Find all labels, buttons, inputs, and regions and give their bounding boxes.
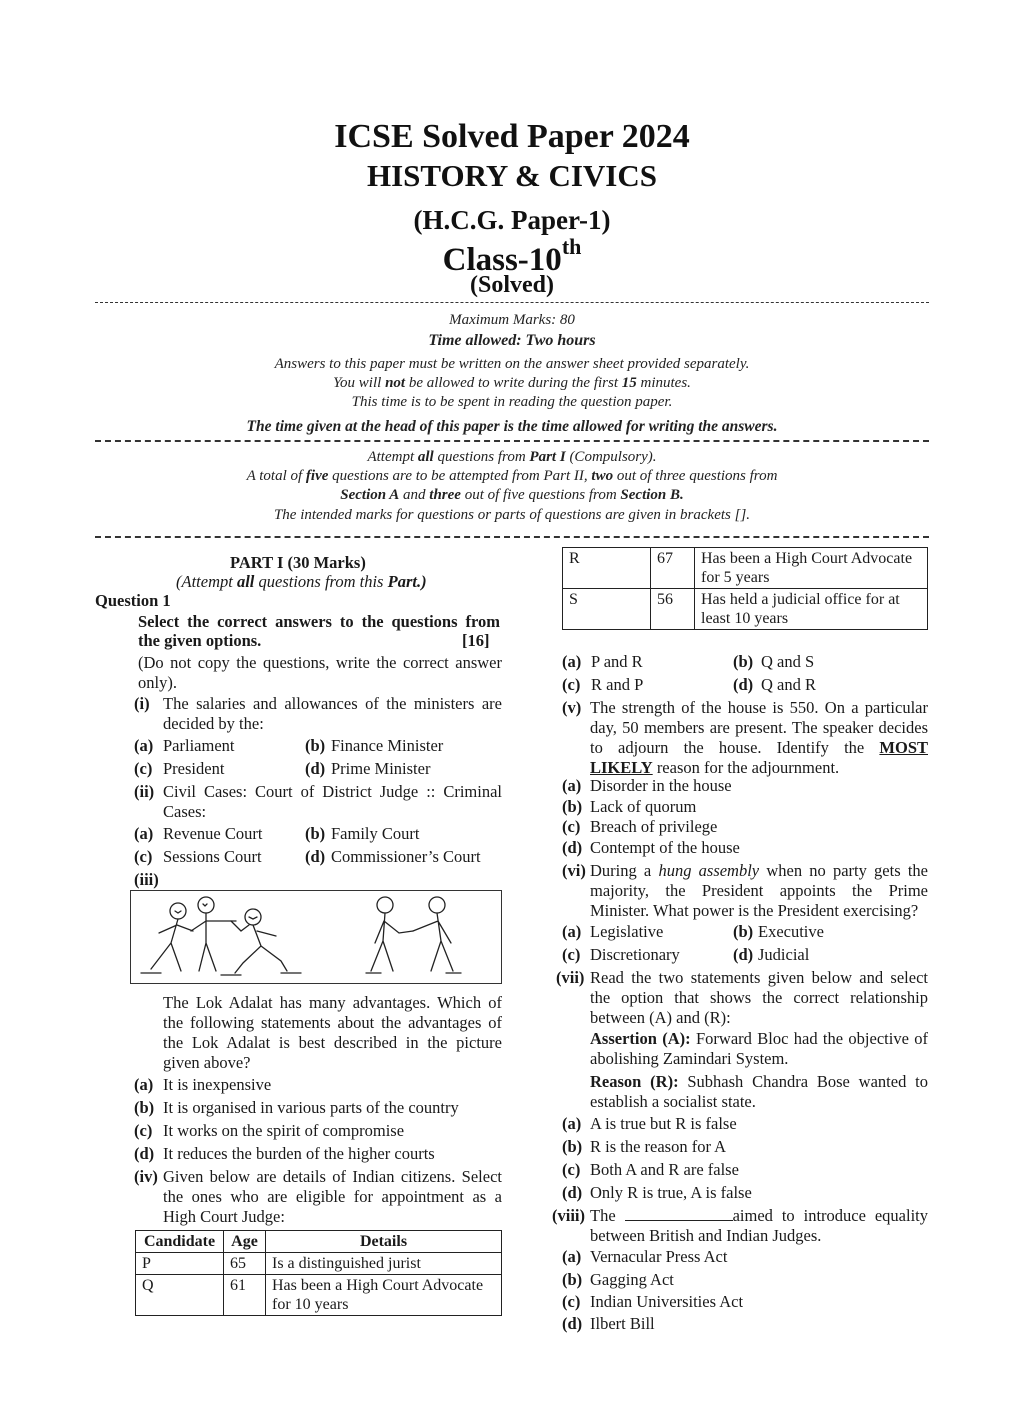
option-label: (c) <box>134 847 153 866</box>
paper-title: ICSE Solved Paper 2024 <box>334 118 690 155</box>
select-instruction: Select the correct answers to the questions from <box>138 612 500 631</box>
attempt-line: The intended marks for questions or parts of questions are given in brackets []. <box>273 507 751 523</box>
option-text: R is the reason for A <box>590 1137 727 1156</box>
option-label: (a) <box>562 922 582 941</box>
attempt-line: Attempt all questions from Part I (Compulsory). <box>367 449 657 465</box>
option-label: (a) <box>562 652 582 671</box>
option-label: (b) <box>562 1270 583 1289</box>
table-cell: 56 <box>651 589 695 630</box>
option-text: Commissioner’s Court <box>331 847 481 866</box>
option-text: Prime Minister <box>331 759 431 778</box>
question-text: During a hung assembly when no party gets the majority, the President appoints the Prime Minister. What power is the President exercising? <box>590 861 928 920</box>
option-text: It is organised in various parts of the country <box>163 1098 459 1117</box>
attempt-line: A total of five questions are to be attempted from Part II, two out of three questions from <box>246 468 778 484</box>
option-label: (a) <box>134 824 154 843</box>
instruction-line: You will not be allowed to write during the first 15 minutes. <box>333 375 691 391</box>
option-label: (b) <box>733 922 754 941</box>
option-text: Breach of privilege <box>590 817 718 836</box>
question-number: (iii) <box>134 870 159 889</box>
table-cell: P <box>136 1253 224 1275</box>
question-number: (vii) <box>556 968 585 987</box>
divider <box>95 302 929 303</box>
question-text: Read the two statements given below and select the option that shows the correct relationship between (A) and (R): <box>590 968 928 1027</box>
question-number: (viii) <box>552 1206 585 1225</box>
arguing-figures-drawing <box>141 897 461 975</box>
option-label: (d) <box>305 759 326 778</box>
reason-statement: Reason (R): Subhash Chandra Bose wanted to establish a socialist state. <box>590 1072 928 1111</box>
option-label: (c) <box>562 945 581 964</box>
table-cell: Has been a High Court Advocate for 10 years <box>266 1275 502 1316</box>
table-cell: Q <box>136 1275 224 1316</box>
question-number: (vi) <box>562 861 586 880</box>
option-label: (a) <box>562 1247 582 1266</box>
option-label: (c) <box>562 675 581 694</box>
solved-label: (Solved) <box>470 272 554 298</box>
option-label: (d) <box>562 1314 583 1333</box>
table-row <box>136 1253 502 1275</box>
option-label: (c) <box>562 1292 581 1311</box>
option-text: Disorder in the house <box>590 776 732 795</box>
option-label: (d) <box>305 847 326 866</box>
table-cell: Is a distinguished jurist <box>266 1253 502 1275</box>
question-text: Civil Cases: Court of District Judge :: Criminal Cases: <box>163 782 502 821</box>
option-text: Executive <box>758 922 824 941</box>
instruction-line: Answers to this paper must be written on the answer sheet provided separately. <box>274 356 750 372</box>
table-cell: Has been a High Court Advocate for 5 years <box>695 548 928 589</box>
table-cell: 65 <box>224 1253 266 1275</box>
option-label: (a) <box>562 776 582 795</box>
table-cell: Has held a judicial office for at least 10 years <box>695 589 928 630</box>
table-cell: 61 <box>224 1275 266 1316</box>
option-text: Discretionary <box>590 945 680 964</box>
option-text: It reduces the burden of the higher courts <box>163 1144 435 1163</box>
option-label: (c) <box>134 1121 153 1140</box>
question-number: (i) <box>134 694 150 713</box>
option-label: (d) <box>733 945 754 964</box>
table-cell: S <box>563 589 651 630</box>
option-label: (b) <box>562 797 583 816</box>
option-label: (c) <box>134 759 153 778</box>
option-text: Lack of quorum <box>590 797 697 816</box>
option-label: (d) <box>134 1144 155 1163</box>
table-row <box>563 548 928 589</box>
option-label: (c) <box>562 1160 581 1179</box>
divider <box>95 536 929 538</box>
option-text: It is inexpensive <box>163 1075 272 1094</box>
option-text: Sessions Court <box>163 847 262 866</box>
column-header: Details <box>266 1231 502 1253</box>
max-marks: Maximum Marks: 80 <box>449 312 575 328</box>
option-label: (b) <box>134 1098 155 1117</box>
option-label: (b) <box>305 736 326 755</box>
lok-adalat-picture <box>130 890 502 984</box>
option-text: Parliament <box>163 736 235 755</box>
select-instruction: the given options. <box>138 631 262 650</box>
option-text: Vernacular Press Act <box>590 1247 728 1266</box>
instruction-line: This time is to be spent in reading the question paper. <box>351 394 673 410</box>
subject-title: HISTORY & CIVICS <box>366 158 658 193</box>
option-label: (a) <box>134 736 154 755</box>
question-heading: Question 1 <box>95 591 171 610</box>
marks-badge: [16] <box>462 631 490 650</box>
option-label: (b) <box>733 652 754 671</box>
paper-code: (H.C.G. Paper-1) <box>413 205 611 235</box>
option-text: Q and R <box>761 675 816 694</box>
eligibility-table-continued <box>562 547 928 630</box>
option-label: (a) <box>562 1114 582 1133</box>
question-text: The aimed to introduce equality between British and Indian Judges. <box>590 1206 929 1245</box>
column-header: Age <box>224 1231 266 1253</box>
option-text: President <box>163 759 225 778</box>
option-text: Q and S <box>761 652 815 671</box>
option-label: (b) <box>562 1137 583 1156</box>
table-cell: R <box>563 548 651 589</box>
option-label: (d) <box>733 675 754 694</box>
time-allowed: Time allowed: Two hours <box>428 332 596 349</box>
assertion-statement: Assertion (A): Forward Bloc had the objective of abolishing Zamindari System. <box>590 1029 928 1068</box>
divider <box>95 440 929 442</box>
option-text: P and R <box>591 652 643 671</box>
part-subtitle: (Attempt all questions from this Part.) <box>176 572 427 591</box>
question-text: The salaries and allowances of the ministers are decided by the: <box>163 694 502 733</box>
table-header-row <box>136 1231 502 1253</box>
table-cell: 67 <box>651 548 695 589</box>
answer-blank <box>625 1206 733 1221</box>
question-text: The Lok Adalat has many advantages. Which of the following statements about the advantages of the Lok Adalat is best described in the picture given above? <box>163 993 502 1072</box>
option-text: R and P <box>591 675 644 694</box>
option-text: Indian Universities Act <box>590 1292 744 1311</box>
option-text: Contempt of the house <box>590 838 740 857</box>
question-text: The strength of the house is 550. On a particular day, 50 members are present. The speaker decides to adjourn the house. Identify the MOST LIKELY reason for the adjournment. <box>590 698 928 777</box>
question-number: (v) <box>562 698 582 717</box>
option-label: (c) <box>562 817 581 836</box>
question-number: (ii) <box>134 782 155 801</box>
option-label: (a) <box>134 1075 154 1094</box>
question-number: (iv) <box>134 1167 158 1186</box>
option-label: (b) <box>305 824 326 843</box>
instruction-line: The time given at the head of this paper is the time allowed for writing the answers. <box>246 418 778 435</box>
option-text: Gagging Act <box>590 1270 674 1289</box>
option-text: Family Court <box>331 824 420 843</box>
option-text: Ilbert Bill <box>590 1314 655 1333</box>
option-text: Revenue Court <box>163 824 263 843</box>
option-text: Legislative <box>590 922 664 941</box>
table-row <box>563 589 928 630</box>
option-label: (d) <box>562 1183 583 1202</box>
note: (Do not copy the questions, write the correct answer only). <box>138 653 502 692</box>
column-header: Candidate <box>136 1231 224 1253</box>
class-title: Class-10th <box>442 234 582 278</box>
option-text: Finance Minister <box>331 736 444 755</box>
option-label: (d) <box>562 838 583 857</box>
attempt-line: Section A and three out of five questions from Section B. <box>340 487 684 503</box>
option-text: It works on the spirit of compromise <box>163 1121 405 1140</box>
eligibility-table <box>135 1230 502 1316</box>
option-text: Judicial <box>758 945 810 964</box>
part-title: PART I (30 Marks) <box>230 553 366 572</box>
table-row <box>136 1275 502 1316</box>
option-text: Both A and R are false <box>590 1160 739 1179</box>
option-text: Only R is true, A is false <box>590 1183 752 1202</box>
option-text: A is true but R is false <box>590 1114 737 1133</box>
question-text: Given below are details of Indian citizens. Select the ones who are eligible for appointment as a High Court Judge: <box>163 1167 502 1226</box>
